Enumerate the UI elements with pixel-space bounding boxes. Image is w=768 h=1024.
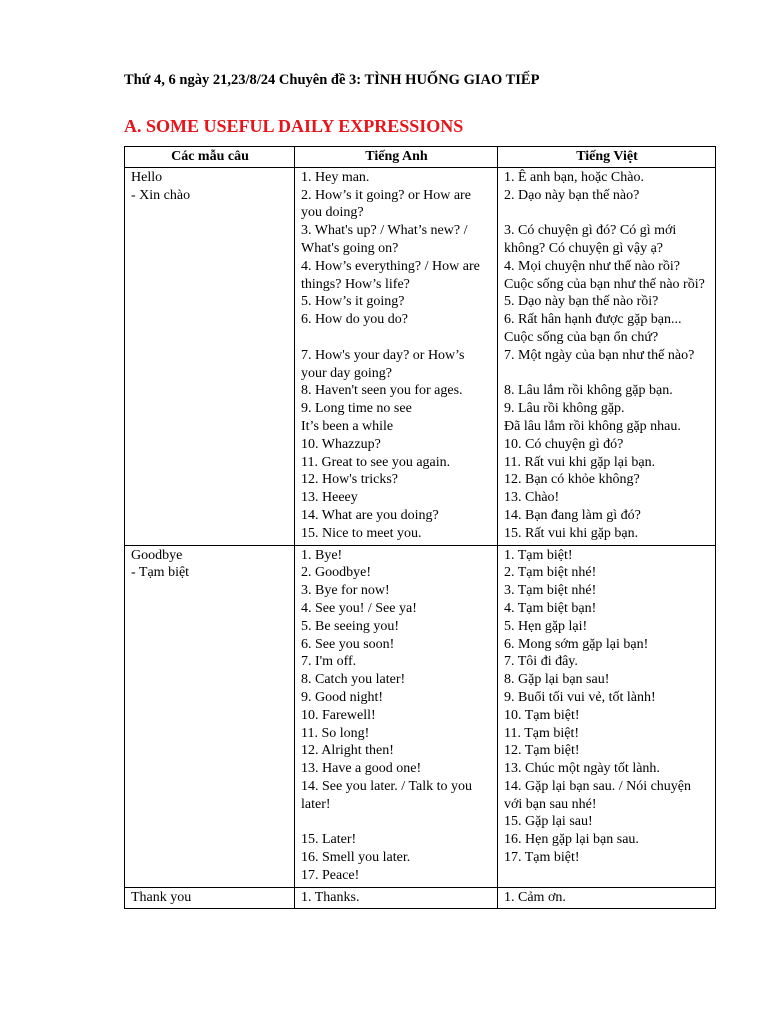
expression-line: 10. Tạm biệt! — [504, 707, 580, 723]
expression-line: 9. Buổi tối vui vẻ, tốt lành! — [504, 689, 656, 705]
column-header-patterns: Các mẫu câu — [125, 147, 295, 168]
expression-line: 5. How’s it going? — [301, 294, 405, 310]
expression-line: 4. See you! / See ya! — [301, 600, 417, 616]
expression-line: 2. Tạm biệt nhé! — [504, 565, 597, 581]
expression-line: 14. What are you doing? — [301, 507, 439, 523]
vietnamese-cell — [498, 545, 716, 887]
expression-line: 16. Smell you later. — [301, 850, 411, 866]
row-label-line: - Tạm biệt — [131, 565, 190, 581]
expression-line: 1. Ê anh bạn, hoặc Chào. — [504, 169, 644, 185]
expression-line: 7. Một ngày của bạn như thế nào? — [504, 347, 695, 363]
expression-line: 11. Rất vui khi gặp lại bạn. — [504, 454, 656, 470]
row-label-line: Goodbye — [131, 547, 183, 563]
expression-line: 6. Mong sớm gặp lại bạn! — [504, 636, 649, 652]
expression-line: 9. Long time no see — [301, 401, 412, 417]
expression-line: 12. Alright then! — [301, 743, 394, 759]
expression-line: 15. Nice to meet you. — [301, 525, 422, 541]
expression-line: 8. Catch you later! — [301, 672, 406, 688]
expression-line: 3. Tạm biệt nhé! — [504, 583, 597, 599]
expression-line: It’s been a while — [301, 418, 394, 434]
expression-line: 6. Rất hân hạnh được gặp bạn... Cuộc sống của bạn ổn chứ? — [504, 312, 682, 345]
expression-line — [301, 329, 492, 347]
expression-line: 9. Good night! — [301, 689, 384, 705]
expression-line: 5. Hẹn gặp lại! — [504, 618, 588, 634]
expression-line: 10. Whazzup? — [301, 436, 381, 452]
table-row — [125, 887, 716, 909]
expression-line: 3. Có chuyện gì đó? Có gì mới không? Có chuyện gì vậy ạ? — [504, 223, 677, 256]
row-label-cell — [125, 545, 295, 887]
row-label-line: Hello — [131, 169, 163, 185]
vietnamese-cell — [498, 887, 716, 909]
expression-line: 9. Lâu rồi không gặp. — [504, 401, 625, 417]
expression-line: 1. Bye! — [301, 547, 343, 563]
expression-line: 4. Mọi chuyện như thế nào rồi? Cuộc sống của bạn như thế nào rồi? — [504, 258, 705, 292]
expression-line: 12. Tạm biệt! — [504, 743, 580, 759]
expression-line: 8. Haven't seen you for ages. — [301, 383, 463, 399]
row-label-line: Thank you — [131, 889, 192, 905]
expression-line: 13. Heeey — [301, 490, 358, 506]
row-label-cell — [125, 167, 295, 545]
expression-line: 14. See you later. / Talk to you later! — [301, 778, 473, 812]
expression-line: 13. Have a good one! — [301, 761, 422, 777]
expression-line: 15. Later! — [301, 832, 357, 848]
expression-line: 1. Cảm ơn. — [504, 889, 566, 905]
expression-line: 1. Thanks. — [301, 889, 360, 905]
expression-line: 1. Hey man. — [301, 169, 370, 185]
expression-line: 10. Farewell! — [301, 707, 376, 723]
expression-line: 6. See you soon! — [301, 636, 395, 652]
expression-line: 17. Peace! — [301, 867, 360, 883]
column-header-english: Tiếng Anh — [295, 147, 498, 168]
expression-line: 12. Bạn có khỏe không? — [504, 472, 640, 488]
expression-line: 14. Gặp lại bạn sau. / Nói chuyện với bạn sau nhé! — [504, 778, 692, 812]
expressions-table — [124, 146, 716, 909]
expression-line: 3. Bye for now! — [301, 583, 390, 599]
expression-line — [504, 365, 710, 383]
expression-line: 11. Tạm biệt! — [504, 725, 580, 741]
section-heading: A. SOME USEFUL DAILY EXPRESSIONS — [124, 116, 464, 136]
expression-line: 7. Tôi đi đây. — [504, 654, 578, 670]
expression-line: 6. How do you do? — [301, 312, 408, 328]
table-header-row — [125, 147, 716, 168]
expression-line: 2. How’s it going? or How are you doing? — [301, 187, 471, 221]
expression-line: 11. So long! — [301, 725, 370, 741]
expression-line: 3. What's up? / What’s new? / What's going on? — [301, 223, 468, 256]
expression-line: 10. Có chuyện gì đó? — [504, 436, 624, 452]
expression-line: 7. I'm off. — [301, 654, 357, 670]
table-row — [125, 545, 716, 887]
expression-line: 16. Hẹn gặp lại bạn sau. — [504, 832, 639, 848]
table-row — [125, 167, 716, 545]
expression-line — [504, 204, 710, 222]
vietnamese-cell — [498, 167, 716, 545]
row-label-line: - Xin chào — [131, 187, 191, 203]
expression-line: 5. Dạo này bạn thế nào rồi? — [504, 294, 659, 310]
expression-line: 13. Chào! — [504, 490, 560, 506]
expression-line: 5. Be seeing you! — [301, 618, 399, 634]
expression-line: 11. Great to see you again. — [301, 454, 451, 470]
expression-line: 8. Lâu lắm rồi không gặp bạn. — [504, 383, 673, 399]
expression-line: 15. Rất vui khi gặp bạn. — [504, 525, 639, 541]
column-header-vietnamese: Tiếng Việt — [498, 147, 716, 168]
expression-line: 4. How’s everything? / How are things? How’s life? — [301, 258, 480, 292]
english-cell — [295, 167, 498, 545]
expression-line: 2. Goodbye! — [301, 565, 371, 581]
english-cell — [295, 887, 498, 909]
expression-line: Đã lâu lắm rồi không gặp nhau. — [504, 418, 681, 434]
expression-line: 17. Tạm biệt! — [504, 850, 580, 866]
expression-line: 4. Tạm biệt bạn! — [504, 600, 597, 616]
english-cell — [295, 545, 498, 887]
expression-line — [301, 813, 492, 831]
expression-line: 8. Gặp lại bạn sau! — [504, 672, 610, 688]
expression-line: 13. Chúc một ngày tốt lành. — [504, 761, 660, 777]
expression-line: 12. How's tricks? — [301, 472, 399, 488]
expression-line: 2. Dạo này bạn thế nào? — [504, 187, 640, 203]
row-label-cell — [125, 887, 295, 909]
page-header: Thứ 4, 6 ngày 21,23/8/24 Chuyên đề 3: TÌNH HUỐNG GIAO TIẾP — [124, 72, 540, 88]
expression-line: 15. Gặp lại sau! — [504, 814, 593, 830]
expression-line: 1. Tạm biệt! — [504, 547, 573, 563]
expression-line: 14. Bạn đang làm gì đó? — [504, 507, 641, 523]
expression-line: 7. How's your day? or How’s your day going? — [301, 347, 465, 381]
